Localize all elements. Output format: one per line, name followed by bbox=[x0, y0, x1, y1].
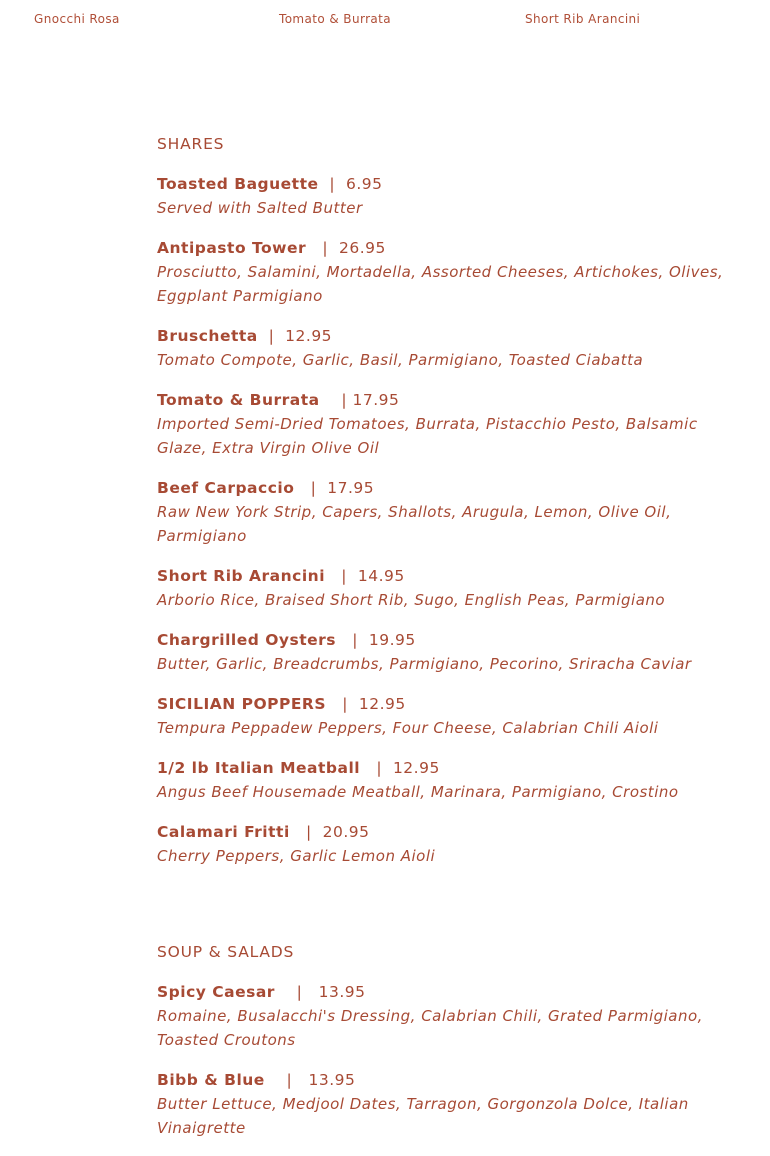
item-heading bbox=[157, 564, 742, 588]
item-name: Tomato & Burrata bbox=[157, 391, 320, 409]
menu-item bbox=[157, 388, 742, 460]
item-name: Antipasto Tower bbox=[157, 239, 307, 257]
menu-item bbox=[157, 476, 742, 548]
item-heading bbox=[157, 324, 742, 348]
menu-item bbox=[157, 628, 742, 676]
item-description: Romaine, Busalacchi's Dressing, Calabrian Chili, Grated Parmigiano, Toasted Croutons bbox=[157, 1007, 703, 1049]
item-name: Beef Carpaccio bbox=[157, 479, 295, 497]
item-separator: | bbox=[336, 631, 369, 649]
item-heading bbox=[157, 388, 742, 412]
item-description: Prosciutto, Salamini, Mortadella, Assorted Cheeses, Artichokes, Olives, Eggplant Parmigiano bbox=[157, 263, 724, 305]
item-separator: | bbox=[360, 759, 393, 777]
item-price: 19.95 bbox=[368, 631, 416, 649]
item-heading bbox=[157, 628, 742, 652]
item-name: Toasted Baguette bbox=[157, 175, 319, 193]
menu-item bbox=[157, 820, 742, 868]
item-price: 12.95 bbox=[358, 695, 406, 713]
item-heading bbox=[157, 172, 742, 196]
item-name: Spicy Caesar bbox=[157, 983, 275, 1001]
item-heading bbox=[157, 236, 742, 260]
item-separator: | bbox=[306, 239, 339, 257]
item-description: Raw New York Strip, Capers, Shallots, Arugula, Lemon, Olive Oil, Parmigiano bbox=[157, 503, 672, 545]
item-name: Short Rib Arancini bbox=[157, 567, 326, 585]
top-nav bbox=[34, 12, 734, 28]
section-title: SOUP & SALADS bbox=[157, 943, 295, 961]
item-name: SICILIAN POPPERS bbox=[157, 695, 327, 713]
item-heading bbox=[157, 1068, 742, 1092]
item-description: Cherry Peppers, Garlic Lemon Aioli bbox=[157, 847, 436, 865]
item-price: 13.95 bbox=[318, 983, 366, 1001]
menu bbox=[157, 132, 742, 1156]
item-price: 13.95 bbox=[308, 1071, 356, 1089]
item-separator: | bbox=[289, 823, 323, 841]
item-description: Butter, Garlic, Breadcrumbs, Parmigiano, Pecorino, Sriracha Caviar bbox=[157, 655, 692, 673]
section-title: SHARES bbox=[157, 135, 225, 153]
item-separator: | bbox=[264, 1071, 309, 1089]
top-link-gnocchi-rosa[interactable]: Gnocchi Rosa bbox=[34, 12, 120, 26]
item-description: Served with Salted Butter bbox=[157, 199, 363, 217]
menu-item bbox=[157, 236, 742, 308]
menu-item bbox=[157, 1068, 742, 1140]
item-heading bbox=[157, 692, 742, 716]
item-name: 1/2 lb Italian Meatball bbox=[157, 759, 361, 777]
menu-item bbox=[157, 324, 742, 372]
item-price: 26.95 bbox=[339, 239, 386, 257]
item-description: Angus Beef Housemade Meatball, Marinara, Parmigiano, Crostino bbox=[157, 783, 679, 801]
section-spacer bbox=[157, 884, 742, 940]
menu-item bbox=[157, 980, 742, 1052]
item-price: 17.95 bbox=[327, 479, 375, 497]
item-price: 12.95 bbox=[392, 759, 440, 777]
item-separator: | bbox=[257, 327, 286, 345]
item-price: 12.95 bbox=[285, 327, 333, 345]
item-name: Chargrilled Oysters bbox=[157, 631, 336, 649]
item-heading bbox=[157, 820, 742, 844]
menu-item bbox=[157, 756, 742, 804]
item-heading bbox=[157, 756, 742, 780]
item-separator: | bbox=[319, 391, 353, 409]
menu-item bbox=[157, 564, 742, 612]
menu-item bbox=[157, 172, 742, 220]
item-name: Bibb & Blue bbox=[157, 1071, 265, 1089]
item-description: Arborio Rice, Braised Short Rib, Sugo, English Peas, Parmigiano bbox=[157, 591, 666, 609]
item-name: Calamari Fritti bbox=[157, 823, 290, 841]
top-link-tomato-burrata[interactable]: Tomato & Burrata bbox=[279, 12, 392, 26]
item-separator: | bbox=[318, 175, 346, 193]
item-description: Tomato Compote, Garlic, Basil, Parmigiano, Toasted Ciabatta bbox=[157, 351, 644, 369]
item-price: 6.95 bbox=[345, 175, 383, 193]
top-link-short-rib-arancini[interactable]: Short Rib Arancini bbox=[525, 12, 641, 26]
item-separator: | bbox=[294, 479, 328, 497]
item-description: Butter Lettuce, Medjool Dates, Tarragon, Gorgonzola Dolce, Italian Vinaigrette bbox=[157, 1095, 689, 1137]
item-price: 20.95 bbox=[322, 823, 370, 841]
item-description: Tempura Peppadew Peppers, Four Cheese, Calabrian Chili Aioli bbox=[157, 719, 659, 737]
item-price: 14.95 bbox=[357, 567, 405, 585]
item-description: Imported Semi-Dried Tomatoes, Burrata, Pistacchio Pesto, Balsamic Glaze, Extra Virgin Olive Oil bbox=[157, 415, 698, 457]
section-soup-salads bbox=[157, 940, 742, 1140]
item-separator: | bbox=[325, 567, 358, 585]
item-name: Bruschetta bbox=[157, 327, 258, 345]
menu-item bbox=[157, 692, 742, 740]
item-separator: | bbox=[326, 695, 359, 713]
section-shares bbox=[157, 132, 742, 868]
item-price: 17.95 bbox=[352, 391, 400, 409]
item-heading bbox=[157, 476, 742, 500]
item-heading bbox=[157, 980, 742, 1004]
item-separator: | bbox=[274, 983, 319, 1001]
